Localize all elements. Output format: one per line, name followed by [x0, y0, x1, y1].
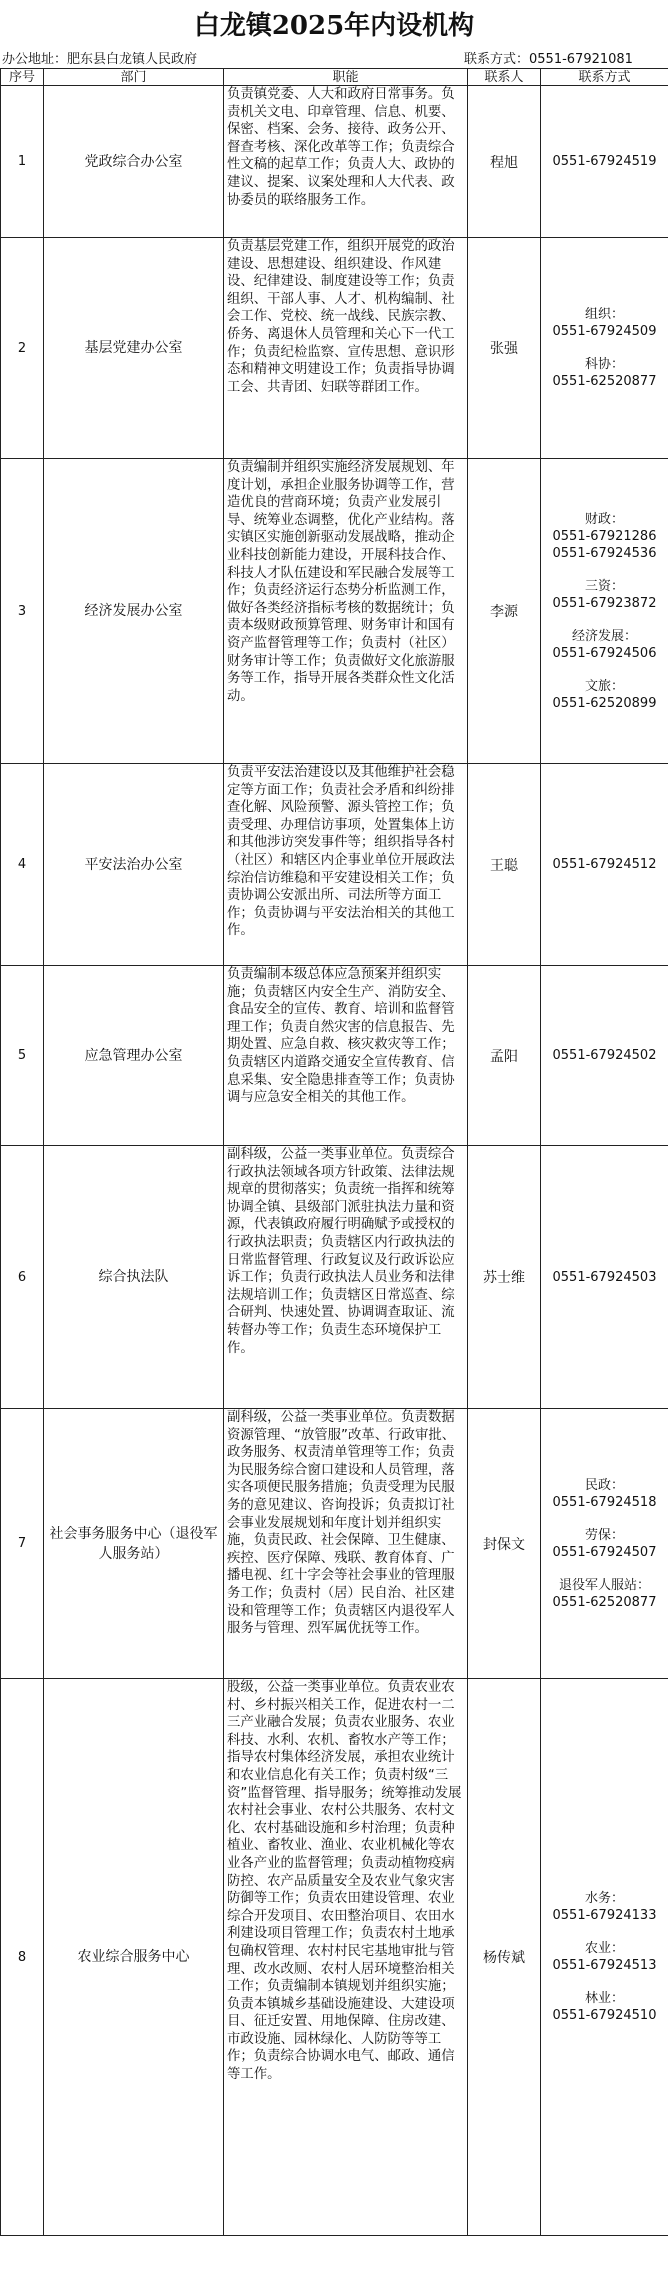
phone-line: 0551-67924510 — [552, 2008, 657, 2023]
phone-line: 林业： — [584, 1991, 624, 2006]
contact-phones — [541, 1146, 668, 1409]
phone-line: 0551-67924503 — [552, 1269, 657, 1285]
phone-line: 0551-67924519 — [552, 154, 657, 169]
phone-line: 三资： — [584, 578, 624, 594]
row-number: 8 — [1, 1679, 44, 2236]
department-name: 农业综合服务中心 — [44, 1679, 224, 2236]
phone-line: 0551-67923872 — [552, 595, 657, 611]
phone-line: 劳保： — [584, 1527, 624, 1543]
department-name: 综合执法队 — [44, 1146, 224, 1409]
duty-description: 负责编制本级总体应急预案并组织实施；负责辖区内安全生产、消防安全、食品安全的宣传、教育、培训和监督管理工作；负责自然灾害的信息报告、先期处置、应急自救、核灾救灾等工作；负责辖区内道路交通安全宣传教育、信息采集、安全隐患排查等工作；负责协调与应急安全相关的其他工作。 — [224, 966, 468, 1146]
contact-phones — [541, 459, 668, 764]
contact-person: 程旭 — [468, 86, 541, 238]
phone-line: 0551-62520899 — [552, 695, 657, 711]
department-name: 平安法治办公室 — [44, 764, 224, 966]
phone-line: 科协： — [584, 357, 624, 372]
phone-line: 财政： — [584, 511, 624, 527]
phone-line: 0551-67924502 — [552, 1048, 657, 1063]
phone-line: 0551-67924518 — [552, 1494, 657, 1510]
page-title: 白龙镇2025年内设机构 — [193, 11, 475, 41]
duty-description: 负责基层党建工作，组织开展党的政治建设、思想建设、组织建设、作风建设、纪律建设、制度建设等工作；负责组织、干部人事、人才、机构编制、社会工作、党校、统一战线、民族宗教、侨务、离退休人员管理和关心下一代工作；负责纪检监察、宣传思想、意识形态和精神文明建设工作；负责指导协调工会、共青团、妇联等群团工作。 — [224, 238, 468, 459]
table-row — [1, 238, 668, 459]
phone-line: 0551-67924509 — [552, 324, 657, 339]
phone-line: 0551-67924536 — [552, 545, 657, 561]
header-person: 联系人 — [468, 69, 541, 86]
phone-line: 农业： — [584, 1941, 624, 1956]
header-duty: 职能 — [224, 69, 468, 86]
table-row — [1, 459, 668, 764]
duty-description: 负责编制并组织实施经济发展规划、年度计划，承担企业服务协调等工作，营造优良的营商环境；负责产业发展引导、统筹业态调整，优化产业结构。落实镇区实施创新驱动发展战略，推动企业科技创新能力建设，开展科技合作、科技人才队伍建设和军民融合发展等工作；负责经济运行态势分析监测工作，做好各类经济指标考核的数据统计；负责本级财政预算管理、财务审计和国有资产监督管理等工作；负责村（社区）财务审计等工作；负责做好文化旅游服务等工作，指导开展各类群众性文化活动。 — [224, 459, 468, 764]
table-row — [1, 764, 668, 966]
info-bar — [0, 52, 668, 68]
phone-line: 0551-62520877 — [552, 374, 657, 389]
contact-person: 李源 — [468, 459, 541, 764]
phone-line: 退役军人服站： — [558, 1577, 650, 1593]
phone-line: 0551-67924133 — [552, 1908, 657, 1923]
organization-table — [0, 68, 668, 2236]
contact-phones — [541, 1679, 668, 2236]
phone-line: 民政： — [584, 1477, 624, 1493]
contact-person: 封保文 — [468, 1409, 541, 1679]
header-dept: 部门 — [44, 69, 224, 86]
header-no: 序号 — [1, 69, 44, 86]
contact-phones — [541, 86, 668, 238]
table-row — [1, 1146, 668, 1409]
contact-phones — [541, 966, 668, 1146]
contact-phone: 联系方式：0551-67921081 — [464, 52, 633, 67]
row-number: 2 — [1, 238, 44, 459]
phone-line: 0551-67924506 — [552, 645, 657, 661]
department-name: 应急管理办公室 — [44, 966, 224, 1146]
phone-line: 经济发展： — [571, 628, 637, 644]
table-row — [1, 1679, 668, 2236]
phone-line: 0551-67921286 — [552, 528, 657, 544]
phone-line: 0551-67924507 — [552, 1544, 657, 1560]
phone-line: 组织： — [584, 307, 624, 322]
contact-phones — [541, 238, 668, 459]
contact-person: 杨传斌 — [468, 1679, 541, 2236]
table-row — [1, 966, 668, 1146]
contact-person: 张强 — [468, 238, 541, 459]
contact-phones — [541, 764, 668, 966]
duty-description: 股级，公益一类事业单位。负责农业农村、乡村振兴相关工作，促进农村一二三产业融合发展；负责农业服务、农业科技、水利、农机、畜牧水产等工作；指导农村集体经济发展，承担农业统计和农业信息化有关工作；负责村级“三资”监督管理、指导服务；统筹推动发展农村社会事业、农村公共服务、农村文化、农村基础设施和乡村治理；负责种植业、畜牧业、渔业、农业机械化等农业各产业的监督管理；负责动植物疫病防控、农产品质量安全及农业气象灾害防御等工作；负责农田建设管理、农业综合开发项目、农田整治项目、农田水利建设项目管理工作；负责农村土地承包确权管理、农村村民宅基地审批与管理、改水改厕、农村人居环境整治相关工作；负责编制本镇规划并组织实施；负责本镇城乡基础设施建设、大建设项目、征迁安置、用地保障、住房改建、市政设施、园林绿化、人防防等等工作；负责综合协调水电气、邮政、通信等工作。 — [224, 1679, 468, 2236]
phone-line: 文旅： — [584, 678, 624, 694]
contact-person: 苏士维 — [468, 1146, 541, 1409]
duty-description: 负责镇党委、人大和政府日常事务。负责机关文电、印章管理、信息、机要、保密、档案、会务、接待、政务公开、督查考核、深化改革等工作；负责综合性文稿的起草工作；负责人大、政协的建议、提案、议案处理和人大代表、政协委员的联络服务工作。 — [224, 86, 468, 238]
office-address: 办公地址：肥东县白龙镇人民政府 — [2, 52, 198, 67]
phone-line: 水务： — [584, 1891, 624, 1906]
row-number: 3 — [1, 459, 44, 764]
duty-description: 副科级，公益一类事业单位。负责综合行政执法领域各项方针政策、法律法规规章的贯彻落实；负责统一指挥和统筹协调全镇、县级部门派驻执法力量和资源，代表镇政府履行明确赋予或授权的行政执法职责；负责辖区内行政执法的日常监督管理、行政复议及行政诉讼应诉工作；负责行政执法人员业务和法律法规培训工作；负责辖区日常巡查、综合研判、快速处置、协调调查取证、流转督办等工作；负责生态环境保护工作。 — [224, 1146, 468, 1409]
table-row — [1, 1409, 668, 1679]
row-number: 1 — [1, 86, 44, 238]
department-name: 党政综合办公室 — [44, 86, 224, 238]
contact-person: 王聪 — [468, 764, 541, 966]
department-name: 社会事务服务中心（退役军人服务站） — [44, 1409, 224, 1679]
duty-description: 副科级，公益一类事业单位。负责数据资源管理、“放管服”改革、行政审批、政务服务、权责清单管理等工作；负责为民服务综合窗口建设和人员管理，落实各项便民服务措施；负责受理为民服务的意见建议、咨询投诉；负责拟订社会事业发展规划和年度计划并组织实施，负责民政、社会保障、卫生健康、疾控、医疗保障、残联、教育体育、广播电视、红十字会等社会事业的管理服务工作；负责村（居）民自治、社区建设和管理等工作；负责辖区内退役军人服务与管理、烈军属优抚等工作。 — [224, 1409, 468, 1679]
department-name: 基层党建办公室 — [44, 238, 224, 459]
phone-line: 0551-67924512 — [552, 857, 657, 872]
department-name: 经济发展办公室 — [44, 459, 224, 764]
contact-phones — [541, 1409, 668, 1679]
table-header-row — [1, 69, 668, 86]
duty-description: 负责平安法治建设以及其他维护社会稳定等方面工作；负责社会矛盾和纠纷排查化解、风险预警、源头管控工作；负责受理、办理信访事项，处置集体上访和其他涉访突发事件等；组织指导各村（社区）和辖区内企事业单位开展政法综治信访维稳和平安建设相关工作；负责协调公安派出所、司法所等方面工作；负责协调与平安法治相关的其他工作。 — [224, 764, 468, 966]
row-number: 4 — [1, 764, 44, 966]
row-number: 5 — [1, 966, 44, 1146]
row-number: 6 — [1, 1146, 44, 1409]
phone-line: 0551-67924513 — [552, 1958, 657, 1973]
table-row — [1, 86, 668, 238]
header-contact: 联系方式 — [541, 69, 668, 86]
phone-line: 0551-62520877 — [552, 1594, 657, 1610]
contact-person: 孟阳 — [468, 966, 541, 1146]
row-number: 7 — [1, 1409, 44, 1679]
